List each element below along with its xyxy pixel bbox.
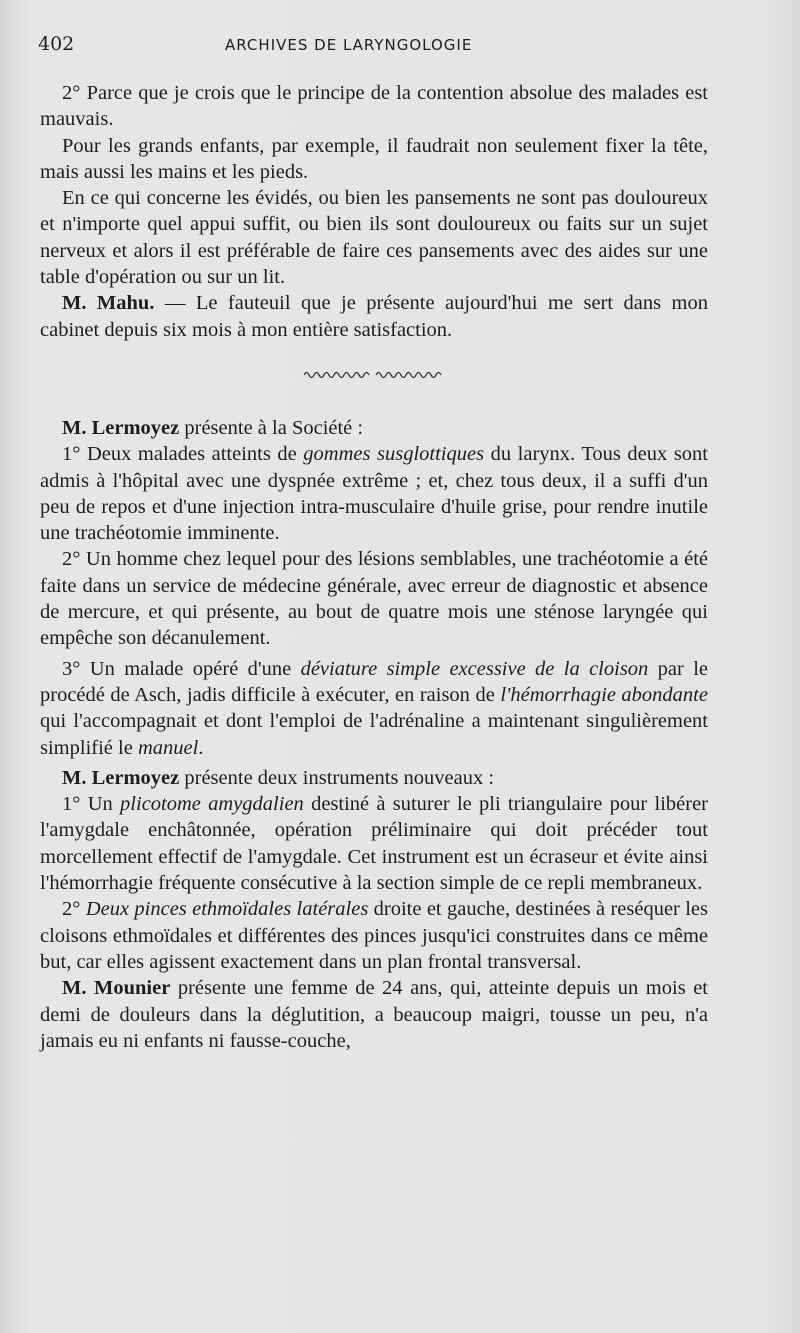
speaker-name: M. Lermoyez — [62, 766, 180, 789]
page-body — [40, 80, 708, 1054]
paragraph: 2° Parce que je crois que le principe de la contention absolue des malades est mauvais. — [40, 82, 708, 131]
speaker-name: M. Lermoyez — [62, 416, 180, 439]
speaker-name: M. Mahu. — [62, 292, 155, 315]
wavy-rule-icon — [304, 370, 444, 380]
paragraph: 2° Deux pinces ethmoïdales latérales droite et gauche, destinées à reséquer les cloisons ethmoïdales et différentes des pinces jusqu'ici construites dans ce même but, car elles agissent exactement dans un plan frontal transversal. — [40, 898, 709, 973]
paragraph: 1° Deux malades atteints de gommes susglottiques du larynx. Tous deux sont admis à l'hôpital avec une dyspnée extrême ; et, chez tous deux, il a suffi d'un peu de repos et d'une injection intra-musculaire d'huile grise, pour rendre inutile une trachéotomie imminente. — [40, 443, 709, 545]
speaker-name: M. Mounier — [62, 977, 171, 1000]
page-number: 402 — [38, 33, 75, 55]
paragraph: M. Lermoyez présente deux instruments nouveaux : — [62, 766, 495, 789]
paragraph: M. Mahu. — Le fauteuil que je présente aujourd'hui me sert dans mon cabinet depuis six mois à mon entière satisfaction. — [40, 292, 708, 341]
paragraph: 1° Un plicotome amygdalien destiné à suturer le pli triangulaire pour libérer l'amygdale enchâtonnée, opération préliminaire qui doit précéder tout morcellement effectif de l'amygdale. Cet instrument est un écraseur et évite ainsi l'hémorrhagie fréquente consécutive à la section simple de ce repli membraneux. — [40, 793, 708, 895]
paragraph: M. Mounier présente une femme de 24 ans, qui, atteinte depuis un mois et demi de douleurs dans la déglutition, a beaucoup maigri, tousse un peu, n'a jamais eu ni enfants ni fausse-couche, — [40, 977, 708, 1052]
paragraph: 3° Un malade opéré d'une déviature simple excessive de la cloison par le procédé de Asch, jadis difficile à exécuter, en raison de l'hémorrhagie abondante qui l'accompagnait et dont l'emploi de l'adrénaline a maintenant singulièrement simplifié le manuel. — [40, 657, 708, 759]
page-header — [38, 33, 738, 57]
paragraph: Pour les grands enfants, par exemple, il faudrait non seulement fixer la tête, mais aussi les mains et les pieds. — [40, 134, 708, 183]
running-title: ARCHIVES DE LARYNGOLOGIE — [225, 36, 473, 54]
section-divider — [40, 343, 708, 395]
paragraph: M. Lermoyez présente à la Société : — [62, 416, 364, 439]
paragraph: En ce qui concerne les évidés, ou bien les pansements ne sont pas douloureux et n'importe quel appui suffit, ou bien ils sont douloureux ou faits sur un sujet nerveux et alors il est préférable de faire ces pansements avec des aides sur une table d'opération ou sur un lit. — [40, 187, 708, 289]
paragraph: 2° Un homme chez lequel pour des lésions semblables, une trachéotomie a été faite dans un service de médecine générale, avec erreur de diagnostic et absence de mercure, et qui présente, au bout de quatre mois une sténose laryngée qui empêche son décanulement. — [40, 548, 708, 650]
